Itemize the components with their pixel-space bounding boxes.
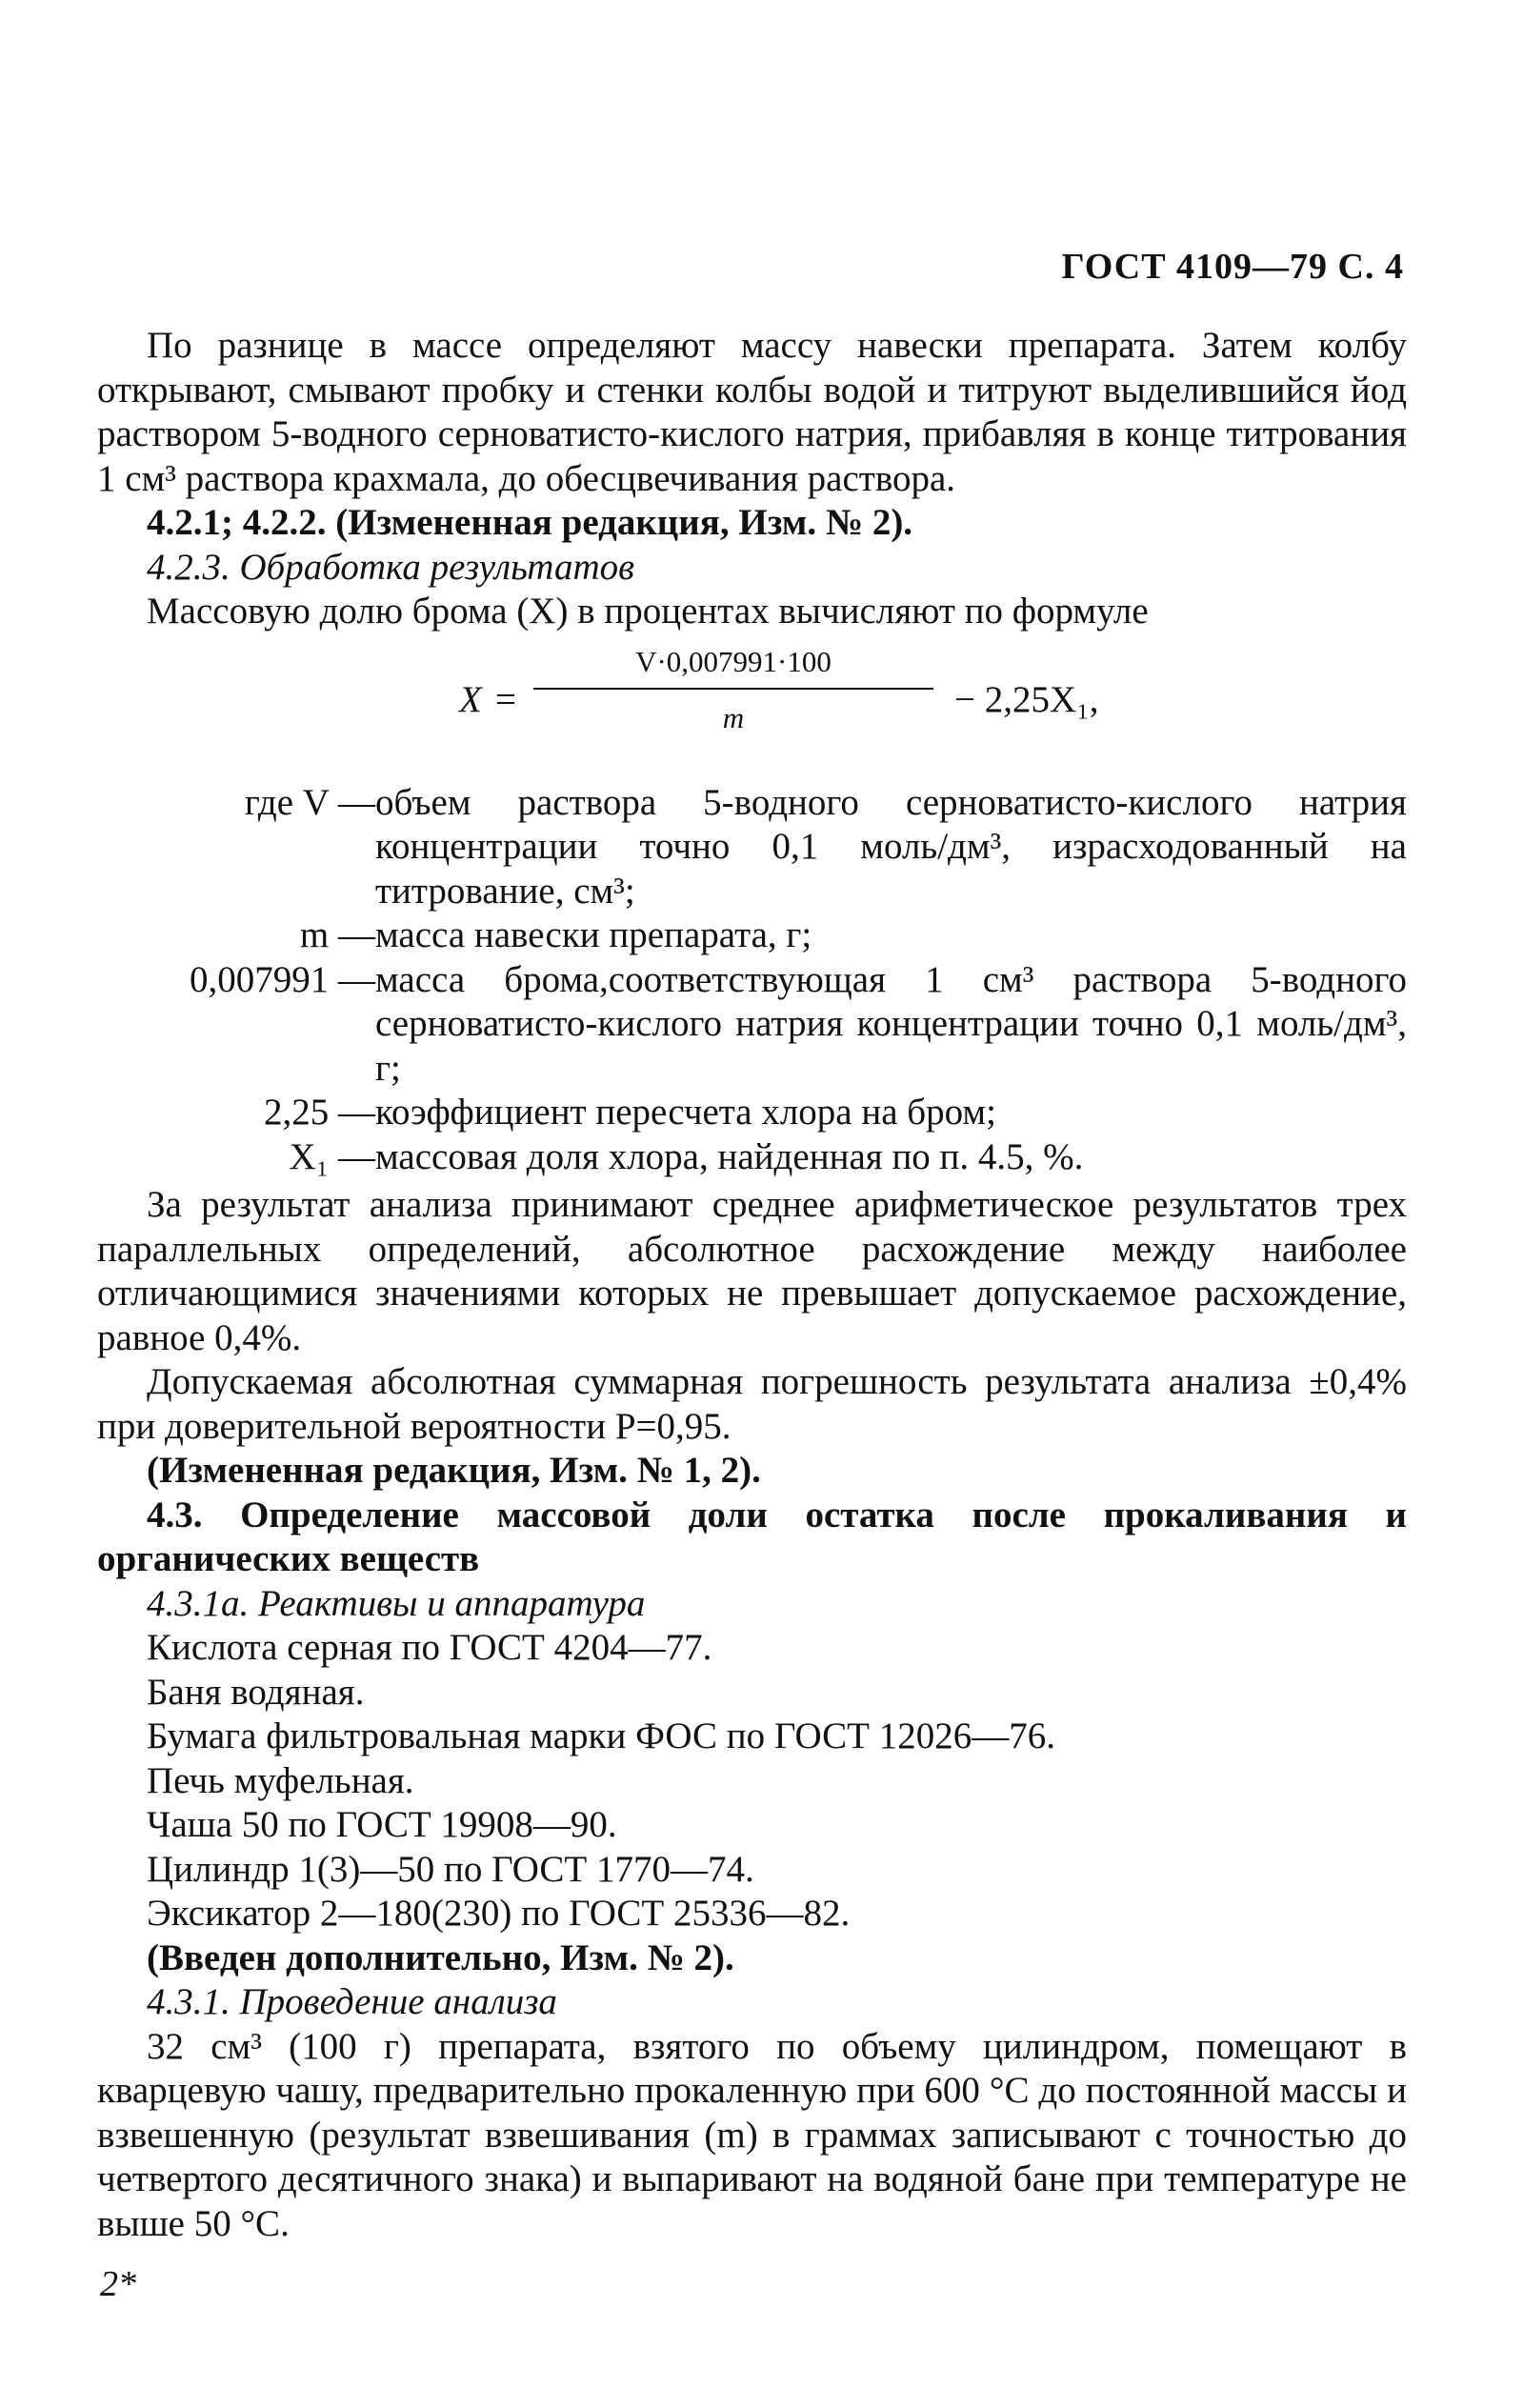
- paragraph: За результат анализа принимают среднее арифметическое результатов трех параллельных определений, абсолютное расхождение между наиболее отличающимися значениями которых не превышает допускаемое расхождение, равное 0,4%.: [97, 1184, 1407, 1358]
- amendment-note: (Введен дополнительно, Изм. № 2).: [147, 1936, 734, 1978]
- fraction-bar: [533, 688, 933, 690]
- section-subheading: 4.2.3. Обработка результатов: [147, 546, 635, 588]
- definition-row: [97, 781, 1407, 914]
- definition-symbol: m —: [299, 914, 375, 955]
- page-signature-mark: 2*: [100, 2264, 136, 2304]
- definition-symbol: 2,25 —: [264, 1092, 375, 1133]
- definition-row: [97, 1135, 1407, 1180]
- section-heading: 4.3. Определение массовой доли остатка после прокаливания и органических веществ: [97, 1494, 1407, 1579]
- formula-fraction: [533, 642, 933, 737]
- page-header: ГОСТ 4109—79 С. 4: [1061, 247, 1404, 287]
- document-body: [97, 324, 1407, 2246]
- definition-text: объем раствора 5-водного серноватисто-кислого натрия концентрации точно 0,1 моль/дм³, израсходованный на титрование, см³;: [375, 781, 1407, 912]
- definition-symbol: 0,007991 —: [190, 958, 375, 1000]
- list-item: Цилиндр 1(3)—50 по ГОСТ 1770—74.: [147, 1848, 754, 1890]
- list-item: Чаша 50 по ГОСТ 19908—90.: [147, 1804, 617, 1845]
- list-item: Бумага фильтровальная марки ФОС по ГОСТ 12026—76.: [147, 1716, 1055, 1756]
- definition-text: массовая доля хлора, найденная по п. 4.5, %.: [375, 1135, 1084, 1177]
- formula-definitions: [97, 781, 1407, 1180]
- definition-row: [97, 913, 1407, 958]
- definition-symbol: X₁ —: [289, 1135, 375, 1177]
- paragraph: Допускаемая абсолютная суммарная погрешность результата анализа ±0,4% при доверительной вероятности P=0,95.: [97, 1361, 1407, 1447]
- list-item: Баня водяная.: [147, 1671, 365, 1713]
- definition-text: масса брома,соответствующая 1 см³ раствора 5-водного серноватисто-кислого натрия концентрации точно 0,1 моль/дм³, г;: [375, 958, 1407, 1089]
- formula-numerator: V·0,007991·100: [635, 644, 832, 678]
- formula-equals: =: [495, 678, 516, 720]
- formula-lhs: X: [459, 678, 482, 720]
- paragraph: Массовую долю брома (X) в процентах вычисляют по формуле: [147, 591, 1149, 632]
- bromine-formula: [97, 642, 1407, 768]
- paragraph: По разнице в массе определяют массу навески препарата. Затем колбу открывают, смывают пробку и стенки колбы водой и титруют выделившийся йод раствором 5-водного серноватисто-кислого натрия, прибавляя в конце титрования 1 см³ раствора крахмала, до обесцвечивания раствора.: [97, 325, 1407, 499]
- section-subheading: 4.3.1. Проведение анализа: [147, 1981, 557, 2022]
- amendment-note: (Измененная редакция, Изм. № 1, 2).: [147, 1450, 761, 1491]
- definition-row: [97, 1091, 1407, 1135]
- list-item: Эксикатор 2—180(230) по ГОСТ 25336—82.: [147, 1893, 851, 1934]
- definition-symbol: где V —: [244, 781, 375, 823]
- definition-text: коэффициент пересчета хлора на бром;: [375, 1092, 996, 1133]
- section-subheading: 4.3.1а. Реактивы и аппаратура: [147, 1582, 646, 1624]
- amendment-note: 4.2.1; 4.2.2. (Измененная редакция, Изм. № 2).: [147, 502, 913, 543]
- paragraph: 32 см³ (100 г) препарата, взятого по объему цилиндром, помещают в кварцевую чашу, предварительно прокаленную при 600 °С до постоянной массы и взвешенную (результат взвешивания (m) в граммах записывают с точностью до четвертого десятичного знака) и выпаривают на водяной бане при температуре не выше 50 °С.: [97, 2025, 1407, 2244]
- definition-row: [97, 958, 1407, 1092]
- list-item: Печь муфельная.: [147, 1759, 414, 1801]
- definition-text: масса навески препарата, г;: [375, 914, 812, 955]
- formula-denominator: m: [722, 700, 745, 734]
- formula-remainder: − 2,25X₁,: [954, 678, 1099, 720]
- list-item: Кислота серная по ГОСТ 4204—77.: [147, 1627, 712, 1668]
